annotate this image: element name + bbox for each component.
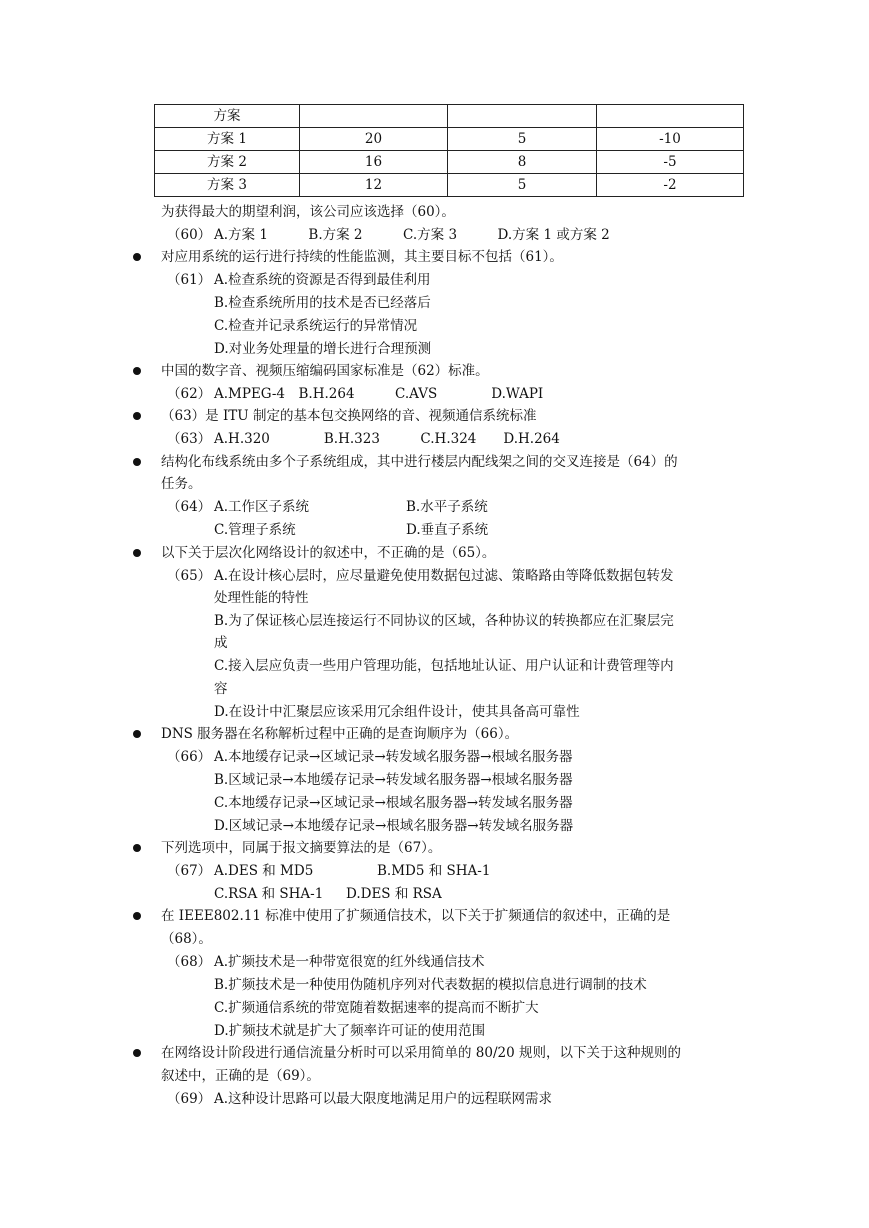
option-a: A.检查系统的资源是否得到最佳利用 xyxy=(214,272,431,288)
question-stem: 以下关于层次化网络设计的叙述中，不正确的是（65）。 xyxy=(161,545,496,561)
bullet-icon xyxy=(133,549,141,557)
option-d: D.在设计中汇聚层应该采用冗余组件设计，使其具备高可靠性 xyxy=(214,704,580,720)
question-stem: 下列选项中，同属于报文摘要算法的是（67）。 xyxy=(161,840,442,856)
table-cell: -2 xyxy=(597,174,744,197)
bullet-icon xyxy=(133,844,141,852)
option-c: C.管理子系统 xyxy=(214,522,296,538)
question-stem: 结构化布线系统由多个子系统组成，其中进行楼层内配线架之间的交叉连接是（64）的 xyxy=(161,454,678,470)
bullet-icon xyxy=(133,412,141,420)
table-row xyxy=(155,174,744,197)
options-table xyxy=(154,104,744,197)
question-stem: 为获得最大的期望利润，该公司应该选择（60）。 xyxy=(161,204,455,220)
answer-options: A.方案 1 B.方案 2 C.方案 3 D.方案 1 或方案 2 xyxy=(214,227,610,243)
question-stem: 在 IEEE802.11 标准中使用了扩频通信技术，以下关于扩频通信的叙述中，正确的是 xyxy=(161,908,671,924)
table-cell: -10 xyxy=(597,128,744,151)
bullet-icon xyxy=(133,1049,141,1057)
table-cell: 5 xyxy=(448,174,597,197)
option-b-cont: 成 xyxy=(214,635,228,651)
bullet-icon xyxy=(133,912,141,920)
option-d: D.对业务处理量的增长进行合理预测 xyxy=(214,341,432,357)
table-cell: 16 xyxy=(300,151,448,174)
question-number: （67） xyxy=(167,863,212,879)
table-cell: 方案 3 xyxy=(155,174,300,197)
bullet-icon xyxy=(133,730,141,738)
option-b: B.区域记录→本地缓存记录→转发域名服务器→根域名服务器 xyxy=(214,772,573,788)
table-cell: 方案 xyxy=(155,105,300,128)
option-b: B.扩频技术是一种使用伪随机序列对代表数据的模拟信息进行调制的技术 xyxy=(214,977,647,993)
table-cell: 方案 2 xyxy=(155,151,300,174)
table-cell: 方案 1 xyxy=(155,128,300,151)
option-d: D.DES 和 RSA xyxy=(346,886,442,902)
question-number: （62） xyxy=(167,386,212,402)
option-c: C.检查并记录系统运行的异常情况 xyxy=(214,318,418,334)
bullet-icon xyxy=(133,458,141,466)
answer-options: A.MPEG-4 B.H.264 C.AVS D.WAPI xyxy=(214,386,544,402)
question-number: （66） xyxy=(167,749,212,765)
question-number: （60） xyxy=(167,227,212,243)
table-row xyxy=(155,151,744,174)
option-c: C.RSA 和 SHA-1 xyxy=(214,886,324,902)
table-cell xyxy=(300,105,448,128)
option-a: A.本地缓存记录→区域记录→转发域名服务器→根域名服务器 xyxy=(214,749,573,765)
option-c: C.接入层应负责一些用户管理功能，包括地址认证、用户认证和计费管理等内 xyxy=(214,658,674,674)
answer-options: A.H.320 B.H.323 C.H.324 D.H.264 xyxy=(214,431,560,447)
option-d: D.区域记录→本地缓存记录→根域名服务器→转发域名服务器 xyxy=(214,818,574,834)
table-cell: 5 xyxy=(448,128,597,151)
option-b: B.水平子系统 xyxy=(406,499,488,515)
option-c: C.本地缓存记录→区域记录→根域名服务器→转发域名服务器 xyxy=(214,795,573,811)
question-stem: 中国的数字音、视频压缩编码国家标准是（62）标准。 xyxy=(161,363,489,379)
question-number: （64） xyxy=(167,499,212,515)
question-stem: （63）是 ITU 制定的基本包交换网络的音、视频通信系统标准 xyxy=(161,408,537,424)
bullet-icon xyxy=(133,253,141,261)
option-b: B.MD5 和 SHA-1 xyxy=(377,863,491,879)
table-cell: 8 xyxy=(448,151,597,174)
option-a: A.DES 和 MD5 xyxy=(214,863,314,879)
question-stem: 对应用系统的运行进行持续的性能监测，其主要目标不包括（61）。 xyxy=(161,249,563,265)
option-b: B.为了保证核心层连接运行不同协议的区域，各种协议的转换都应在汇聚层完 xyxy=(214,613,674,629)
question-number: （65） xyxy=(167,568,212,584)
option-a: A.这种设计思路可以最大限度地满足用户的远程联网需求 xyxy=(214,1091,553,1107)
option-a: A.在设计核心层时，应尽量避免使用数据包过滤、策略路由等降低数据包转发 xyxy=(214,568,674,584)
option-d: D.垂直子系统 xyxy=(406,522,489,538)
question-stem: DNS 服务器在名称解析过程中正确的是查询顺序为（66）。 xyxy=(161,726,519,742)
table-row xyxy=(155,105,744,128)
table-cell: -5 xyxy=(597,151,744,174)
question-stem: 在网络设计阶段进行通信流量分析时可以采用简单的 80/20 规则，以下关于这种规则的 xyxy=(161,1045,681,1061)
question-stem: 叙述中，正确的是（69）。 xyxy=(161,1068,320,1084)
question-number: （68） xyxy=(167,954,212,970)
bullet-icon xyxy=(133,367,141,375)
table-cell: 20 xyxy=(300,128,448,151)
option-c-cont: 容 xyxy=(214,681,228,697)
table-cell xyxy=(597,105,744,128)
question-number: （61） xyxy=(167,272,212,288)
option-c: C.扩频通信系统的带宽随着数据速率的提高而不断扩大 xyxy=(214,1000,539,1016)
table-row xyxy=(155,128,744,151)
table-cell: 12 xyxy=(300,174,448,197)
question-stem: 任务。 xyxy=(161,476,202,492)
question-stem: （68）。 xyxy=(161,931,212,947)
option-a-cont: 处理性能的特性 xyxy=(214,590,309,606)
option-a: A.扩频技术是一种带宽很宽的红外线通信技术 xyxy=(214,954,485,970)
option-b: B.检查系统所用的技术是否已经落后 xyxy=(214,295,431,311)
question-number: （69） xyxy=(167,1091,212,1107)
question-number: （63） xyxy=(167,431,212,447)
option-d: D.扩频技术就是扩大了频率许可证的使用范围 xyxy=(214,1023,486,1039)
option-a: A.工作区子系统 xyxy=(214,499,310,515)
table-cell xyxy=(448,105,597,128)
